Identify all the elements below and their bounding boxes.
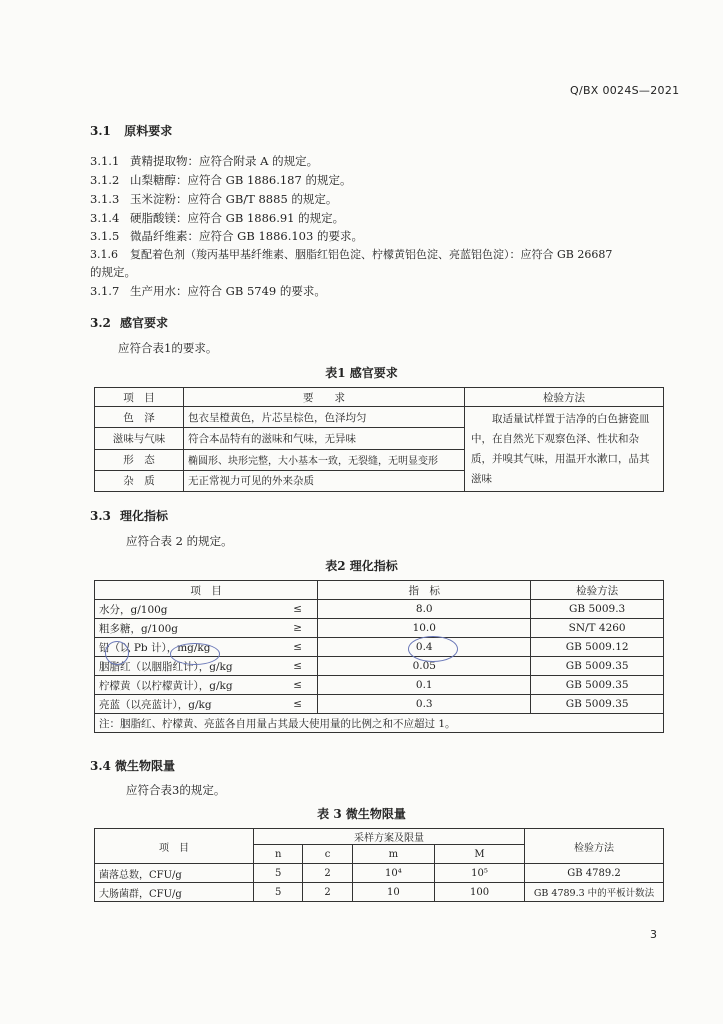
section-3-3-heading: 3.3 理化指标 (90, 509, 169, 523)
table-note: 注：胭脂红、柠檬黄、亮蓝各自用量占其最大使用量的比例之和不应超过 1。 (95, 714, 664, 733)
table-3-caption: 表 3 微生物限量 (317, 807, 406, 821)
col-header: 检验方法 (465, 388, 664, 407)
col-header: 检验方法 (531, 581, 664, 600)
table-row: 铅（以 Pb 计），mg/kg ≤ 0.4 GB 5009.12 (95, 638, 664, 657)
list-item: 3.1.3 玉米淀粉：应符合 GB/T 8885 的规定。 (90, 192, 338, 206)
document-number: Q/BX 0024S—2021 (570, 84, 680, 97)
table-subheader-row: n c m M (95, 845, 664, 864)
table-header-row (95, 388, 664, 407)
col-header: 项 目 (95, 388, 184, 407)
list-item: 3.1.5 微晶纤维素：应符合 GB 1886.103 的要求。 (90, 229, 363, 243)
table-row: 菌落总数，CFU/g 5 2 10⁴ 10⁵ GB 4789.2 (95, 864, 664, 883)
col-header: 项 目 (95, 581, 318, 600)
table-row: 形 态 椭圆形、块形完整，大小基本一致，无裂缝，无明显变形 (95, 449, 664, 470)
microbial-table (94, 828, 664, 902)
table-row: 滋味与气味 符合本品特有的滋味和气味，无异味 (95, 428, 664, 449)
table-row: 色 泽 包衣呈橙黄色，片芯呈棕色，色泽均匀 取适量试样置于洁净的白色搪瓷皿中，在自然光下观察色泽、性状和杂质，并嗅其气味，用温开水漱口，品其滋味 (95, 407, 664, 428)
table-row: 水分，g/100g ≤ 8.0 GB 5009.3 (95, 600, 664, 619)
sensory-method-cell: 取适量试样置于洁净的白色搪瓷皿中，在自然光下观察色泽、性状和杂质，并嗅其气味，用温开水漱口，品其滋味 (465, 407, 664, 492)
section-3-4-heading: 3.4 微生物限量 (90, 759, 176, 773)
col-header: 检验方法 (525, 829, 664, 864)
table-row: 胭脂红（以胭脂红计），g/kg ≤ 0.05 GB 5009.35 (95, 657, 664, 676)
section-3-3-intro: 应符合表 2 的规定。 (126, 534, 233, 548)
sensory-table (94, 387, 664, 492)
list-item: 3.1.2 山梨糖醇：应符合 GB 1886.187 的规定。 (90, 173, 352, 187)
table-row: 大肠菌群，CFU/g 5 2 10 100 GB 4789.3 中的平板计数法 (95, 883, 664, 902)
section-3-4-intro: 应符合表3的规定。 (126, 783, 226, 797)
list-item: 3.1.4 硬脂酸镁：应符合 GB 1886.91 的规定。 (90, 211, 345, 225)
col-header: 要 求 (184, 388, 465, 407)
ink-annotation-circle (105, 641, 129, 665)
section-number: 3.1 (90, 124, 111, 138)
table-row: 粗多糖，g/100g ≥ 10.0 SN/T 4260 (95, 619, 664, 638)
ink-annotation-circle (408, 636, 458, 662)
page-number: 3 (650, 928, 657, 941)
list-item: 3.1.1 黄精提取物：应符合附录 A 的规定。 (90, 154, 319, 168)
col-header: 项 目 (95, 829, 254, 864)
section-3-2-intro: 应符合表1的要求。 (118, 341, 218, 355)
list-item: 3.1.6 复配着色剂（羧丙基甲基纤维素、胭脂红铝色淀、柠檬黄铝色淀、亮蓝铝色淀）：应符合 GB 26687 (90, 248, 613, 261)
list-item: 3.1.7 生产用水：应符合 GB 5749 的要求。 (90, 284, 326, 298)
table-header-row (95, 581, 664, 600)
table-row: 柠檬黄（以柠檬黄计），g/kg ≤ 0.1 GB 5009.35 (95, 676, 664, 695)
ink-annotation-circle (170, 643, 220, 665)
table-1-caption: 表1 感官要求 (325, 366, 398, 380)
table-row: 杂 质 无正常视力可见的外来杂质 (95, 470, 664, 491)
list-item-continuation: 的规定。 (90, 265, 136, 279)
section-3-1-heading (90, 122, 172, 139)
section-title: 原料要求 (124, 124, 173, 138)
table-2-caption: 表2 理化指标 (325, 559, 398, 573)
col-header: 采样方案及限量 (254, 829, 525, 845)
section-3-2-heading: 3.2 感官要求 (90, 316, 169, 330)
table-header-row (95, 829, 664, 845)
col-header: 指 标 (318, 581, 531, 600)
table-row: 亮蓝（以亮蓝计），g/kg ≤ 0.3 GB 5009.35 (95, 695, 664, 714)
table-note-row (95, 714, 664, 733)
